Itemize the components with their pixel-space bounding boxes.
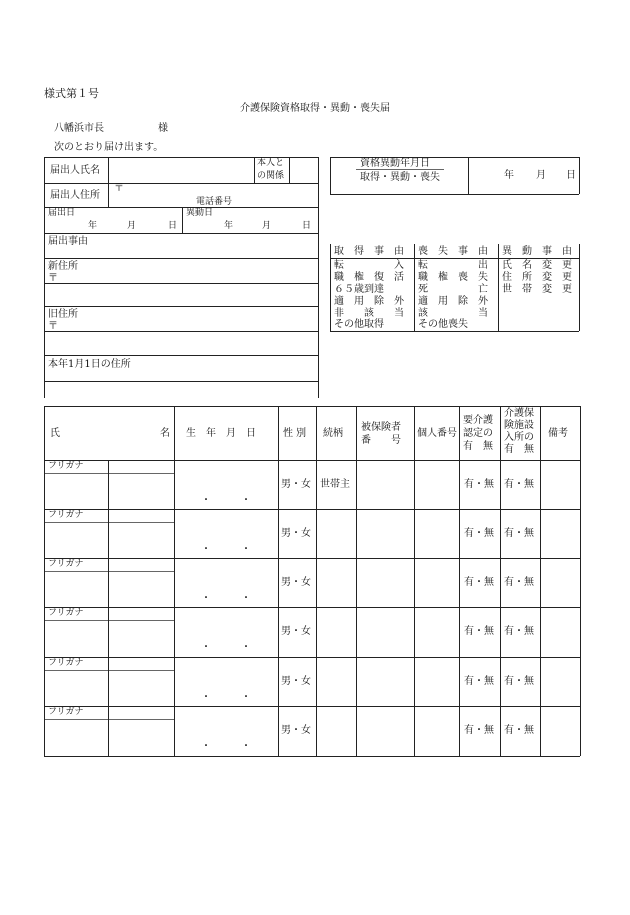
notify-year: 年: [88, 221, 98, 231]
care-cell: 有・無: [464, 725, 494, 736]
change-header: 異 動 事 由: [502, 246, 572, 257]
notifier-name-label: 届出人氏名: [50, 165, 100, 176]
loss-reason: 職 権 喪 失: [418, 272, 488, 283]
sex-cell: 男・女: [281, 479, 311, 490]
change-year: 年: [224, 221, 234, 231]
care-header-3: 有 無: [463, 441, 493, 452]
qual-day: 日: [566, 170, 576, 181]
qual-year: 年: [504, 170, 514, 181]
loss-header: 喪 失 事 由: [418, 246, 488, 257]
change-reason: 氏 名 変 更: [502, 260, 572, 271]
sex-cell: 男・女: [281, 577, 311, 588]
new-postal-mark: 〒: [48, 273, 58, 284]
postal-mark: 〒: [114, 183, 124, 194]
facility-cell: 有・無: [504, 676, 534, 687]
facility-cell: 有・無: [504, 725, 534, 736]
loss-reason: 死 亡: [418, 284, 488, 295]
change-reason: 世 帯 変 更: [502, 284, 572, 295]
relation-label-2: の関係: [257, 171, 285, 181]
change-reason: 住 所 変 更: [502, 272, 572, 283]
notify-month: 月: [127, 221, 137, 231]
sex-header: 性 別: [283, 428, 307, 439]
qual-types-label: 取得・異動・喪失: [360, 172, 440, 183]
sex-cell: 男・女: [281, 528, 311, 539]
change-date-label: 異動日: [186, 208, 214, 218]
care-header-1: 要介護: [463, 415, 493, 426]
acquire-reason: 適 用 除 外: [334, 296, 404, 307]
jan1-address-label: 本年1月1日の住所: [48, 359, 131, 370]
relation-label-1: 本人と: [257, 158, 285, 168]
facility-header-4: 有 無: [504, 444, 534, 455]
facility-cell: 有・無: [504, 577, 534, 588]
qual-date-label: 資格異動年月日: [360, 158, 430, 169]
name-header-right: 名: [160, 428, 170, 439]
loss-reason: 適 用 除 外: [418, 296, 488, 307]
care-cell: 有・無: [464, 676, 494, 687]
acquire-reason: その他取得: [334, 319, 384, 330]
change-day: 日: [302, 221, 312, 231]
furigana-label: フリガナ: [48, 461, 84, 471]
facility-header-1: 介護保: [504, 408, 534, 419]
furigana-label: フリガナ: [48, 510, 84, 520]
old-address-label: 旧住所: [48, 309, 78, 320]
sex-cell: 男・女: [281, 725, 311, 736]
remarks-header: 備考: [548, 428, 568, 439]
personal-no-header: 個人番号: [417, 428, 457, 439]
care-header-2: 認定の: [463, 428, 493, 439]
form-title: 介護保険資格取得・異動・喪失届: [240, 103, 390, 114]
new-address-label: 新住所: [48, 261, 78, 272]
qual-month: 月: [536, 170, 546, 181]
change-month: 月: [262, 221, 272, 231]
notify-date-label: 届出日: [48, 208, 76, 218]
birth-header: 生 年 月 日: [186, 428, 256, 439]
acquire-reason: ６５歳到達: [334, 284, 384, 295]
care-cell: 有・無: [464, 577, 494, 588]
facility-header-2: 険施設: [504, 420, 534, 431]
intro-text: 次のとおり届け出ます。: [54, 142, 164, 153]
care-cell: 有・無: [464, 626, 494, 637]
furigana-label: フリガナ: [48, 707, 84, 717]
notifier-address-label: 届出人住所: [50, 190, 100, 201]
loss-reason: その他喪失: [418, 319, 468, 330]
care-cell: 有・無: [464, 479, 494, 490]
birth-dots: ・ ・: [201, 593, 251, 604]
birth-dots: ・ ・: [201, 692, 251, 703]
form-number: 様式第１号: [44, 87, 99, 100]
birth-dots: ・ ・: [201, 544, 251, 555]
facility-cell: 有・無: [504, 626, 534, 637]
acquire-reason: 転 入: [334, 260, 404, 271]
furigana-label: フリガナ: [48, 559, 84, 569]
sex-cell: 男・女: [281, 626, 311, 637]
phone-label: 電話番号: [196, 197, 233, 207]
acquire-header: 取 得 事 由: [334, 246, 404, 257]
facility-cell: 有・無: [504, 479, 534, 490]
name-header-left: 氏: [50, 428, 60, 439]
honorific: 様: [158, 123, 168, 134]
birth-dots: ・ ・: [201, 495, 251, 506]
furigana-label: フリガナ: [48, 658, 84, 668]
facility-header-3: 入所の: [504, 432, 534, 443]
sex-cell: 男・女: [281, 676, 311, 687]
birth-dots: ・ ・: [201, 741, 251, 752]
loss-reason: 該 当: [418, 308, 488, 319]
relation-cell: 世帯主: [320, 479, 350, 490]
acquire-reason: 非 該 当: [334, 308, 404, 319]
care-cell: 有・無: [464, 528, 494, 539]
insured-header-2: 番 号: [361, 435, 401, 446]
reason-label: 届出事由: [48, 236, 88, 247]
facility-cell: 有・無: [504, 528, 534, 539]
furigana-label: フリガナ: [48, 608, 84, 618]
birth-dots: ・ ・: [201, 642, 251, 653]
relation-header: 続柄: [323, 428, 343, 439]
notify-day: 日: [168, 221, 178, 231]
insured-header-1: 被保険者: [361, 422, 401, 433]
old-postal-mark: 〒: [48, 321, 58, 332]
acquire-reason: 職 権 復 活: [334, 272, 404, 283]
addressee: 八幡浜市長: [54, 123, 104, 134]
loss-reason: 転 出: [418, 260, 488, 271]
